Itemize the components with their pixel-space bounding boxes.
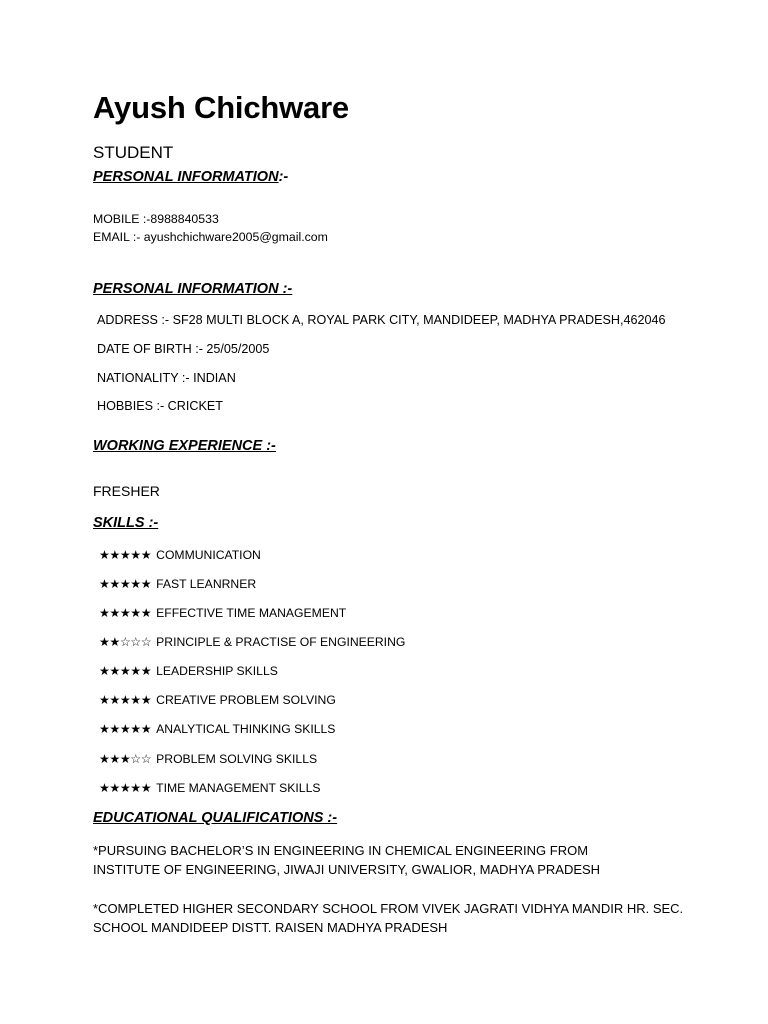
skill-label: FAST LEANRNER	[156, 577, 257, 591]
education-entry	[93, 841, 600, 879]
skill-rating-stars: ★★★★★	[99, 548, 152, 562]
education-heading	[93, 810, 337, 826]
skill-rating-stars: ★★★★★	[99, 781, 152, 795]
skill-rating-stars: ★★★★★	[99, 577, 152, 591]
nationality-line: NATIONALITY :- INDIAN	[97, 371, 236, 385]
mobile-line: MOBILE :-8988840533	[93, 212, 219, 226]
skill-item	[99, 548, 261, 562]
contact-heading-suffix: :-	[278, 169, 289, 185]
skill-item	[99, 781, 320, 795]
contact-heading	[93, 169, 288, 185]
skill-label: LEADERSHIP SKILLS	[156, 664, 278, 678]
skill-rating-stars: ★★★★★	[99, 606, 152, 620]
skills-heading	[93, 515, 158, 531]
skill-label: TIME MANAGEMENT SKILLS	[156, 781, 321, 795]
skills-heading-text: SKILLS :-	[93, 515, 159, 531]
contact-heading-text: PERSONAL INFORMATION	[93, 169, 279, 185]
skill-rating-stars: ★★★★★	[99, 664, 152, 678]
skill-rating-stars: ★★★★★	[99, 722, 152, 736]
experience-heading	[93, 438, 276, 454]
resume-role: STUDENT	[93, 143, 174, 162]
skill-item	[99, 693, 336, 707]
skill-label: PROBLEM SOLVING SKILLS	[156, 752, 318, 766]
skill-label: EFFECTIVE TIME MANAGEMENT	[156, 606, 347, 620]
skill-item	[99, 577, 256, 591]
education-entry	[93, 899, 683, 937]
experience-value: FRESHER	[93, 483, 160, 499]
email-line: EMAIL :- ayushchichware2005@gmail.com	[93, 230, 328, 244]
skill-rating-stars: ★★☆☆☆	[99, 635, 152, 649]
skill-label: PRINCIPLE & PRACTISE OF ENGINEERING	[156, 635, 406, 649]
hobbies-line: HOBBIES :- CRICKET	[97, 399, 223, 413]
education-line: INSTITUTE OF ENGINEERING, JIWAJI UNIVERSITY, GWALIOR, MADHYA PRADESH	[93, 862, 601, 877]
skill-item	[99, 752, 317, 766]
address-line: ADDRESS :- SF28 MULTI BLOCK A, ROYAL PARK CITY, MANDIDEEP, MADHYA PRADESH,462046	[97, 313, 666, 327]
education-line: *PURSUING BACHELOR’S IN ENGINEERING IN CHEMICAL ENGINEERING FROM	[93, 843, 589, 858]
skill-item	[99, 722, 335, 736]
skill-rating-stars: ★★★☆☆	[99, 752, 152, 766]
education-line: *COMPLETED HIGHER SECONDARY SCHOOL FROM VIVEK JAGRATI VIDHYA MANDIR HR. SEC.	[93, 901, 684, 916]
skill-label: CREATIVE PROBLEM SOLVING	[156, 693, 336, 707]
skill-item	[99, 606, 346, 620]
skill-item	[99, 635, 405, 649]
personal-heading	[93, 281, 292, 297]
experience-heading-text: WORKING EXPERIENCE :-	[93, 438, 276, 454]
skill-label: COMMUNICATION	[156, 548, 261, 562]
skill-item	[99, 664, 278, 678]
dob-line: DATE OF BIRTH :- 25/05/2005	[97, 342, 270, 356]
skill-label: ANALYTICAL THINKING SKILLS	[156, 722, 336, 736]
skill-rating-stars: ★★★★★	[99, 693, 152, 707]
education-line: SCHOOL MANDIDEEP DISTT. RAISEN MADHYA PRADESH	[93, 920, 448, 935]
resume-name: Ayush Chichware	[93, 90, 349, 125]
personal-heading-text: PERSONAL INFORMATION :-	[93, 281, 293, 297]
education-heading-text: EDUCATIONAL QUALIFICATIONS :-	[93, 810, 338, 826]
